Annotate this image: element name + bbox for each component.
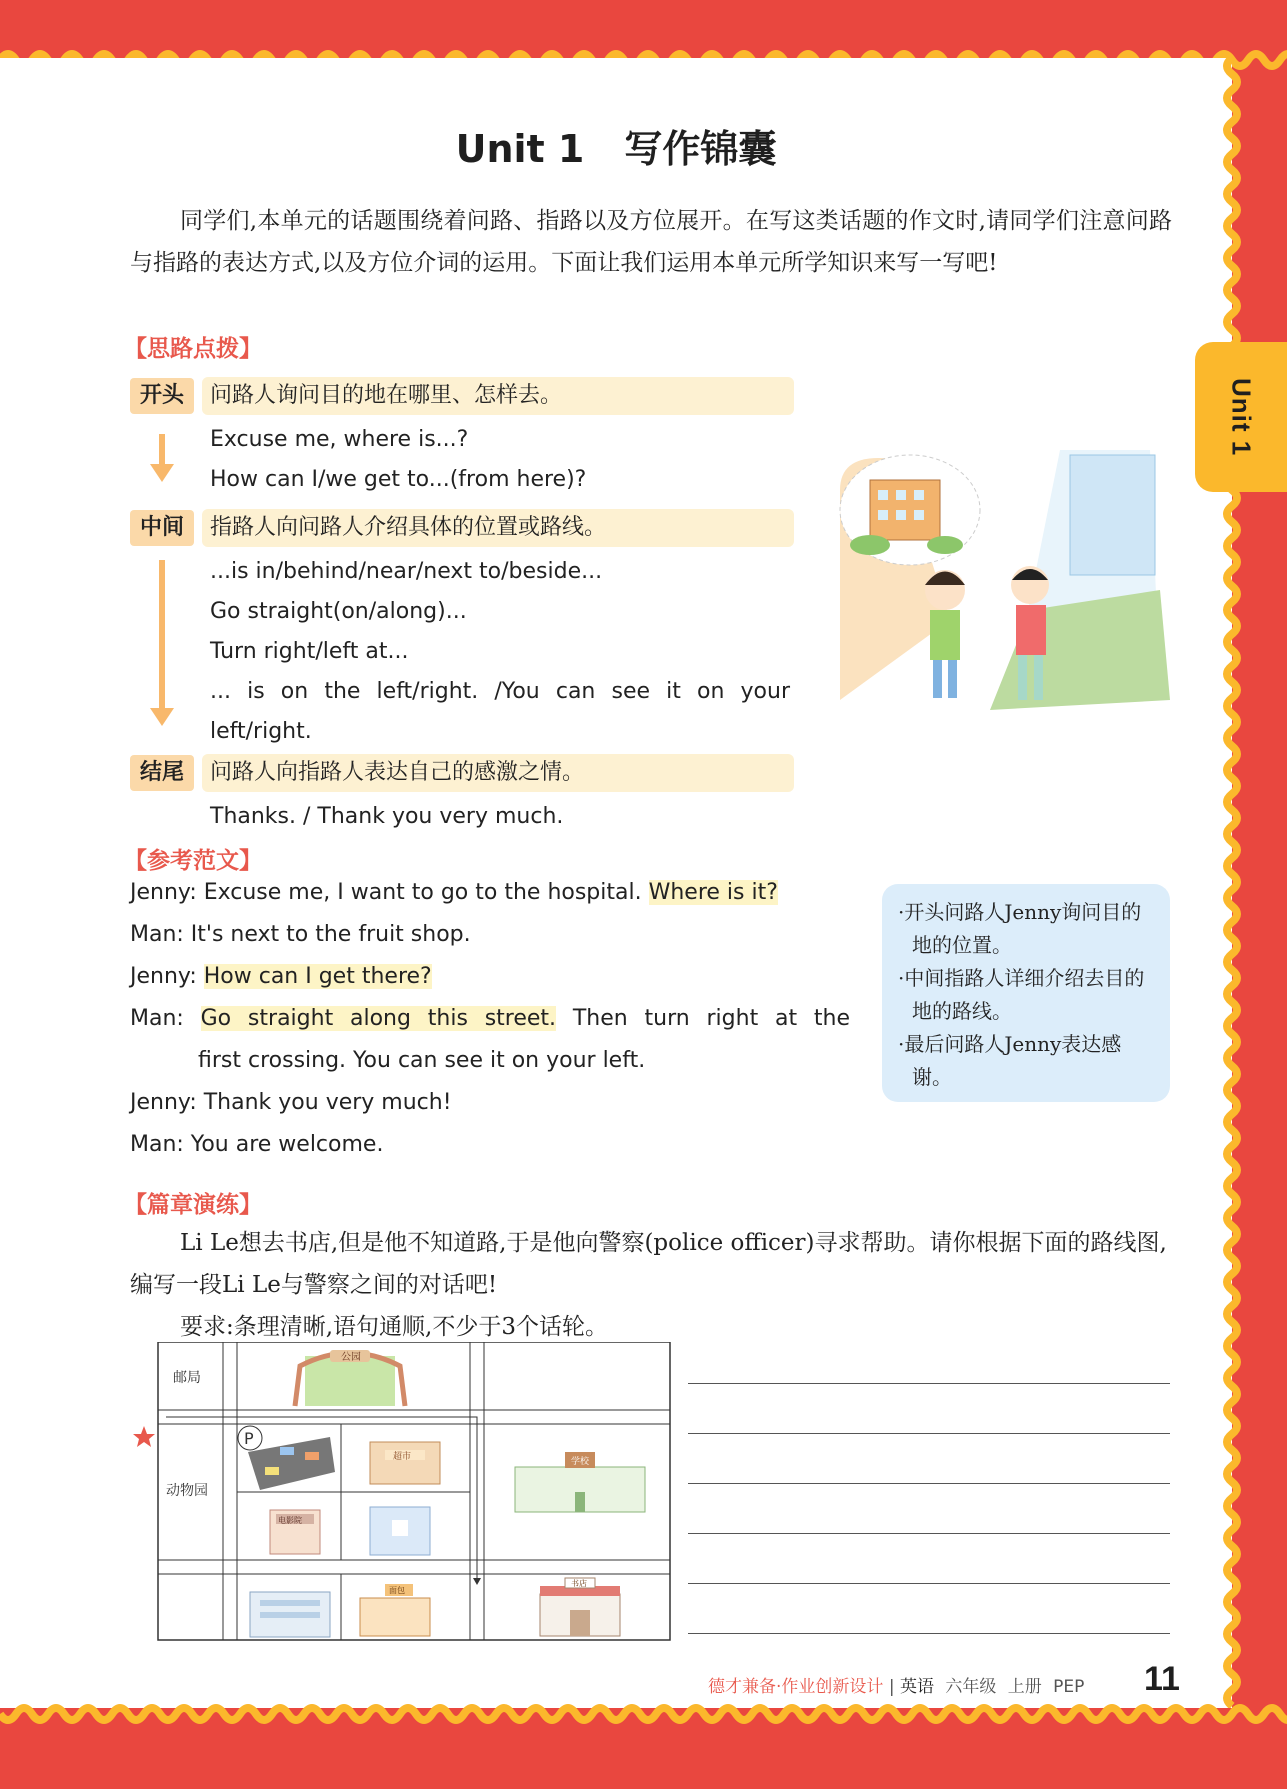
dialog-line-4-tail: Then turn right at the (556, 1006, 851, 1031)
page-title (0, 118, 1232, 173)
intro-paragraph: 同学们,本单元的话题围绕着问路、指路以及方位展开。在写这类话题的作文时,请同学们注意问路与指路的表达方式,以及方位介词的运用。下面让我们运用本单元所学知识来写一写吧! (130, 208, 1172, 276)
bank-building-icon (250, 1592, 330, 1637)
arrow-start-head (150, 464, 174, 482)
footer-divider: | (888, 1677, 895, 1697)
hospital-icon (370, 1507, 430, 1555)
middle-desc: 指路人向问路人介绍具体的位置或路线。 (202, 509, 794, 547)
arrow-start-line (159, 434, 165, 464)
end-example-1: Thanks. / Thank you very much. (210, 804, 564, 829)
footer-volume: 上册 (1007, 1677, 1042, 1697)
tips-heading: 【思路点拨】 (124, 336, 262, 362)
footer-edition: PEP (1053, 1677, 1085, 1697)
middle-example-4: ... is on the left/right. /You can see it on your (210, 679, 790, 704)
footer-grade: 六年级 (945, 1677, 997, 1697)
answer-line-5[interactable] (688, 1583, 1170, 1584)
practice-text: Li Le想去书店,但是他不知道路,于是他向警察(police officer)寻求帮助。请你根据下面的路线图,编写一段Li Le与警察之间的对话吧! (130, 1230, 1167, 1298)
map-zoo: 动物园 (166, 1483, 208, 1499)
dialog-line-4-highlight: Go straight along this street. (200, 1006, 557, 1031)
map-supermarket: 超市 (393, 1452, 412, 1462)
page-number: 11 (1144, 1660, 1180, 1698)
arrow-middle-line (159, 560, 165, 710)
arrow-middle-head (150, 708, 174, 726)
dialog-line-4 (130, 1006, 850, 1031)
map-bookstore: 书店 (571, 1579, 587, 1588)
right-wave-border (1218, 58, 1248, 1708)
title-unit: Unit 1 (455, 127, 585, 171)
direction-illustration (830, 440, 1180, 710)
dialog-line-1-highlight: Where is it? (648, 880, 778, 905)
park-building-icon (295, 1350, 405, 1406)
middle-example-1: ...is in/behind/near/next to/beside... (210, 559, 603, 584)
supermarket-icon (370, 1442, 440, 1484)
dialog-line-5: first crossing. You can see it on your left. (198, 1048, 646, 1073)
start-star-icon (133, 1426, 155, 1447)
middle-label: 中间 (130, 510, 194, 546)
dialog-line-2: Man: It's next to the fruit shop. (130, 922, 471, 947)
dialog-line-3-text: Jenny: (130, 964, 204, 989)
end-label: 结尾 (130, 755, 194, 791)
map-bakery: 面包 (389, 1586, 405, 1595)
footer-subject: 英语 (899, 1677, 934, 1697)
page-footer (708, 1672, 1084, 1697)
dialog-line-1-text: Jenny: Excuse me, I want to go to the hospital. (130, 880, 649, 905)
dialog-line-1 (130, 880, 778, 905)
bookstore-icon (540, 1578, 620, 1636)
cinema-icon (270, 1510, 320, 1554)
start-label: 开头 (130, 378, 194, 414)
footer-brand: 德才兼备·作业创新设计 (708, 1677, 884, 1697)
middle-example-3: Turn right/left at... (210, 639, 409, 664)
middle-example-5: left/right. (210, 719, 312, 744)
dialog-line-3 (130, 964, 432, 989)
map-school: 学校 (571, 1457, 590, 1467)
start-example-2: How can I/we get to...(from here)? (210, 467, 587, 492)
note-2: ·中间指路人详细介绍去目的地的路线。 (898, 966, 1145, 1023)
route-map (130, 1342, 672, 1642)
dialog-line-4-text: Man: (130, 1006, 201, 1031)
start-desc: 问路人询问目的地在哪里、怎样去。 (202, 377, 794, 415)
map-post-office: 邮局 (173, 1370, 201, 1386)
map-parking: P (244, 1429, 254, 1448)
answer-line-4[interactable] (688, 1533, 1170, 1534)
note-1: ·开头问路人Jenny询问目的地的位置。 (898, 900, 1142, 957)
sample-note-box (882, 884, 1170, 1102)
unit-tab (1195, 342, 1287, 492)
bottom-wave-border (0, 1702, 1287, 1732)
practice-heading: 【篇章演练】 (124, 1192, 262, 1218)
sample-heading: 【参考范文】 (124, 848, 262, 874)
dialog-line-7: Man: You are welcome. (130, 1132, 384, 1157)
title-main: 写作锦囊 (624, 127, 777, 171)
map-park: 公园 (341, 1352, 361, 1363)
start-example-1: Excuse me, where is...? (210, 427, 469, 452)
dialog-line-3-highlight: How can I get there? (203, 964, 432, 989)
unit-tab-label: Unit 1 (1226, 377, 1257, 457)
answer-line-1[interactable] (688, 1383, 1170, 1384)
middle-example-2: Go straight(on/along)... (210, 599, 467, 624)
note-3: ·最后问路人Jenny表达感谢。 (898, 1032, 1122, 1089)
practice-requirement: 要求:条理清晰,语句通顺,不少于3个话轮。 (180, 1314, 609, 1340)
answer-line-2[interactable] (688, 1433, 1170, 1434)
answer-line-3[interactable] (688, 1483, 1170, 1484)
dialog-line-6: Jenny: Thank you very much! (130, 1090, 452, 1115)
map-cinema: 电影院 (278, 1516, 302, 1525)
end-desc: 问路人向指路人表达自己的感激之情。 (202, 754, 794, 792)
answer-line-6[interactable] (688, 1633, 1170, 1634)
